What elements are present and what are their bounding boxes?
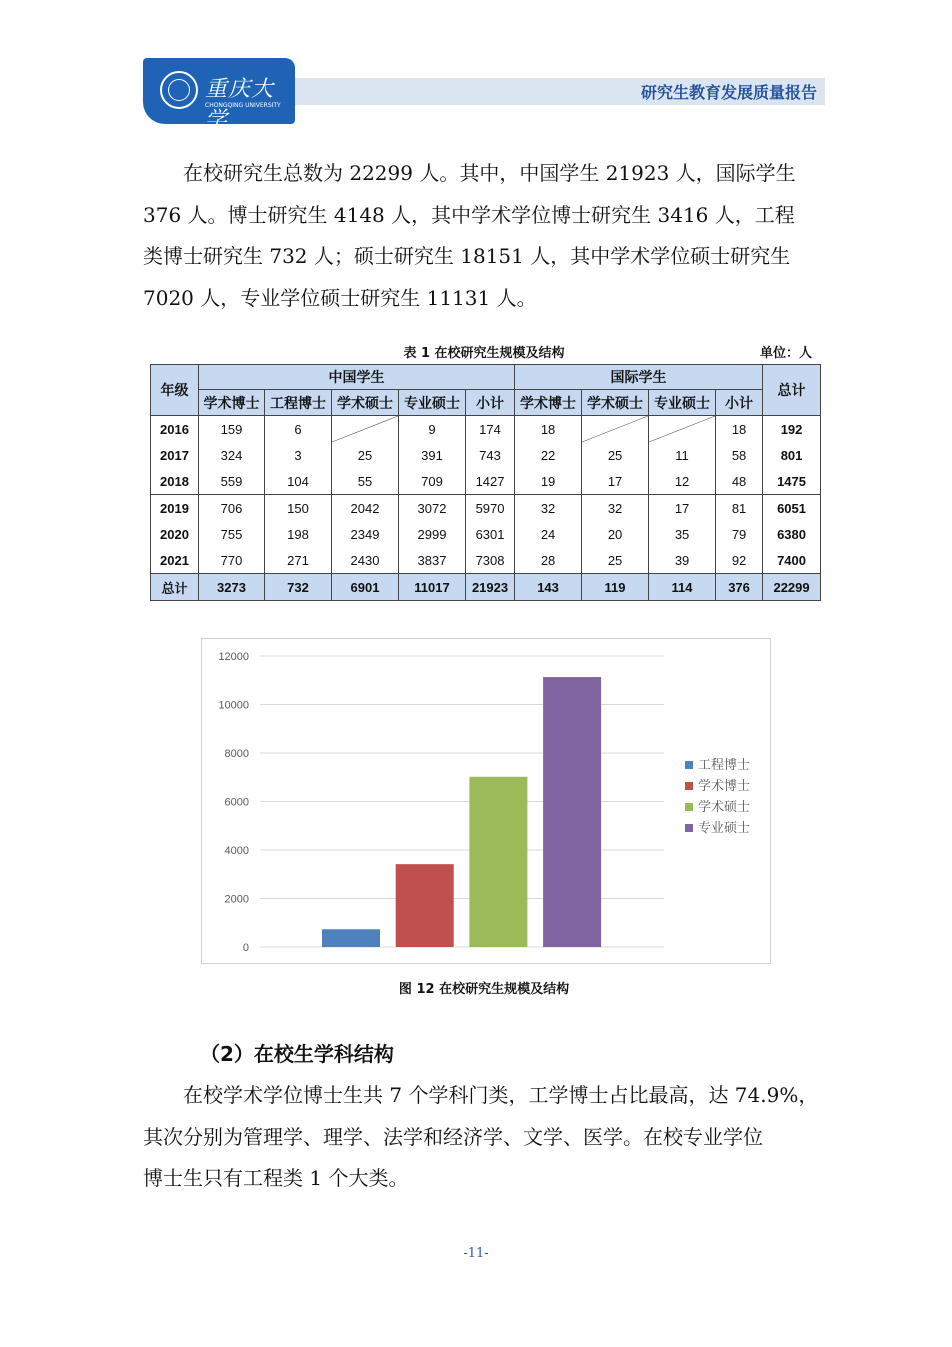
column-header: 专业硕士 <box>399 390 466 416</box>
table-cell: 19 <box>515 468 582 495</box>
table-cell: 2017 <box>151 442 199 468</box>
table-cell: 17 <box>582 468 649 495</box>
table-cell: 12 <box>649 468 716 495</box>
legend-swatch <box>685 824 693 832</box>
paragraph-line: 在校研究生总数为 22299 人。其中，中国学生 21923 人，国际学生 <box>183 161 796 185</box>
header-group-intl: 国际学生 <box>515 365 763 390</box>
column-header: 学术博士 <box>515 390 582 416</box>
table-cell: 58 <box>716 442 763 468</box>
table-cell: 1475 <box>763 468 821 495</box>
table-cell: 3837 <box>399 547 466 574</box>
table-cell: 17 <box>649 495 716 522</box>
y-tick-label: 4000 <box>224 845 249 857</box>
table-cell: 32 <box>582 495 649 522</box>
university-logo <box>143 58 295 133</box>
table-cell: 198 <box>265 521 332 547</box>
table-cell: 770 <box>199 547 265 574</box>
paragraph-line: 其次分别为管理学、理学、法学和经济学、文学、医学。在校专业学位 <box>143 1124 763 1149</box>
legend-label: 工程博士 <box>698 758 751 773</box>
table-cell: 559 <box>199 468 265 495</box>
table-cell: 174 <box>466 416 515 443</box>
y-tick-label: 0 <box>242 942 249 954</box>
bar <box>322 929 380 947</box>
paragraph-line: 7020 人，专业学位硕士研究生 11131 人。 <box>143 285 537 310</box>
logo-text-cn: 重庆大学 <box>205 77 275 133</box>
column-header: 小计 <box>466 390 515 416</box>
table-cell: 6380 <box>763 521 821 547</box>
y-tick-label: 2000 <box>224 893 249 906</box>
table-cell: 18 <box>515 416 582 443</box>
table-cell: 35 <box>649 521 716 547</box>
paragraph-disciplines <box>143 1075 825 1200</box>
table-cell: 324 <box>199 442 265 468</box>
column-header: 工程博士 <box>265 390 332 416</box>
y-tick-label: 8000 <box>224 748 249 760</box>
y-tick-label: 10000 <box>218 699 249 712</box>
table-cell: 32 <box>515 495 582 522</box>
table-cell: 119 <box>582 574 649 601</box>
table-cell <box>332 416 399 443</box>
table-cell: 11 <box>649 442 716 468</box>
header-total: 总计 <box>763 365 821 416</box>
table-cell: 2016 <box>151 416 199 443</box>
table-cell: 2349 <box>332 521 399 547</box>
legend-label: 学术博士 <box>698 779 751 794</box>
page-header <box>143 58 825 133</box>
column-header: 学术硕士 <box>332 390 399 416</box>
table-cell: 743 <box>466 442 515 468</box>
table-cell: 7400 <box>763 547 821 574</box>
table-cell: 25 <box>332 442 399 468</box>
table-cell: 801 <box>763 442 821 468</box>
table-cell: 150 <box>265 495 332 522</box>
table-total-row <box>151 574 821 601</box>
table-cell: 9 <box>399 416 466 443</box>
table-cell: 20 <box>582 521 649 547</box>
figure-caption: 图 12 在校研究生规模及结构 <box>398 982 570 997</box>
table-cell: 391 <box>399 442 466 468</box>
table-cell: 3273 <box>199 574 265 601</box>
table-cell: 2430 <box>332 547 399 574</box>
table-unit: 单位：人 <box>759 346 812 361</box>
chart-canvas <box>202 639 770 963</box>
table-cell: 24 <box>515 521 582 547</box>
bar <box>469 777 527 947</box>
seal-icon <box>160 71 198 109</box>
table-row <box>151 416 821 443</box>
table-cell: 732 <box>265 574 332 601</box>
table-cell: 706 <box>199 495 265 522</box>
legend-label: 学术硕士 <box>698 800 751 815</box>
table-cell: 92 <box>716 547 763 574</box>
table-cell: 709 <box>399 468 466 495</box>
bar <box>396 864 454 947</box>
table-cell: 2042 <box>332 495 399 522</box>
table-cell: 79 <box>716 521 763 547</box>
table-caption-bar <box>150 338 818 360</box>
header-year: 年级 <box>151 365 199 416</box>
table-cell <box>649 416 716 443</box>
report-title: 研究生教育发展质量报告 <box>640 83 817 102</box>
table-cell: 271 <box>265 547 332 574</box>
paragraph-line: 376 人。博士研究生 4148 人，其中学术学位博士研究生 3416 人，工程 <box>143 202 795 227</box>
table-cell: 18 <box>716 416 763 443</box>
paragraph-line: 在校学术学位博士生共 7 个学科门类，工学博士占比最高，达 74.9%， <box>183 1083 819 1107</box>
column-header: 小计 <box>716 390 763 416</box>
table-cell: 192 <box>763 416 821 443</box>
table-cell: 25 <box>582 547 649 574</box>
table-cell: 22 <box>515 442 582 468</box>
table-cell: 6901 <box>332 574 399 601</box>
table-cell: 总计 <box>151 574 199 601</box>
table-cell: 2021 <box>151 547 199 574</box>
table-cell: 55 <box>332 468 399 495</box>
column-header: 学术硕士 <box>582 390 649 416</box>
table-cell: 3072 <box>399 495 466 522</box>
table-cell: 39 <box>649 547 716 574</box>
table-cell: 3 <box>265 442 332 468</box>
table-row <box>151 547 821 574</box>
table-cell: 2020 <box>151 521 199 547</box>
y-tick-label: 6000 <box>224 796 249 809</box>
table-cell: 11017 <box>399 574 466 601</box>
section-heading: （2）在校生学科结构 <box>200 1042 394 1066</box>
table-cell: 2019 <box>151 495 199 522</box>
table-caption: 表 1 在校研究生规模及结构 <box>403 346 565 361</box>
column-header: 学术博士 <box>199 390 265 416</box>
paragraph-line: 博士生只有工程类 1 个大类。 <box>143 1166 409 1190</box>
table-row <box>151 468 821 495</box>
table-cell: 21923 <box>466 574 515 601</box>
table-cell: 81 <box>716 495 763 522</box>
table-cell: 104 <box>265 468 332 495</box>
legend-label: 专业硕士 <box>698 821 751 836</box>
table-row <box>151 521 821 547</box>
enrollment-table <box>150 364 821 601</box>
paragraph-line: 类博士研究生 732 人；硕士研究生 18151 人，其中学术学位硕士研究生 <box>143 244 791 268</box>
table-cell: 376 <box>716 574 763 601</box>
table-cell: 6051 <box>763 495 821 522</box>
legend-swatch <box>685 782 693 790</box>
table-cell: 25 <box>582 442 649 468</box>
table-cell: 2999 <box>399 521 466 547</box>
table-cell <box>582 416 649 443</box>
table-cell: 48 <box>716 468 763 495</box>
legend-swatch <box>685 803 693 811</box>
bar <box>543 677 601 947</box>
table-cell: 2018 <box>151 468 199 495</box>
table-cell: 6 <box>265 416 332 443</box>
table-row <box>151 495 821 522</box>
table-cell: 114 <box>649 574 716 601</box>
table-cell: 5970 <box>466 495 515 522</box>
y-tick-label: 12000 <box>218 651 249 663</box>
table-cell: 159 <box>199 416 265 443</box>
table-cell: 143 <box>515 574 582 601</box>
table-cell: 28 <box>515 547 582 574</box>
table-cell: 7308 <box>466 547 515 574</box>
header-group-china: 中国学生 <box>199 365 515 390</box>
table-cell: 22299 <box>763 574 821 601</box>
legend-swatch <box>685 761 693 769</box>
logo-text-en: CHONGQING UNIVERSITY <box>205 102 281 109</box>
table-cell: 755 <box>199 521 265 547</box>
bar-chart <box>201 638 771 964</box>
table-row <box>151 442 821 468</box>
page-number: -11- <box>463 1246 489 1261</box>
table-cell: 6301 <box>466 521 515 547</box>
table-cell: 1427 <box>466 468 515 495</box>
column-header: 专业硕士 <box>649 390 716 416</box>
paragraph-enrollment <box>143 153 825 319</box>
